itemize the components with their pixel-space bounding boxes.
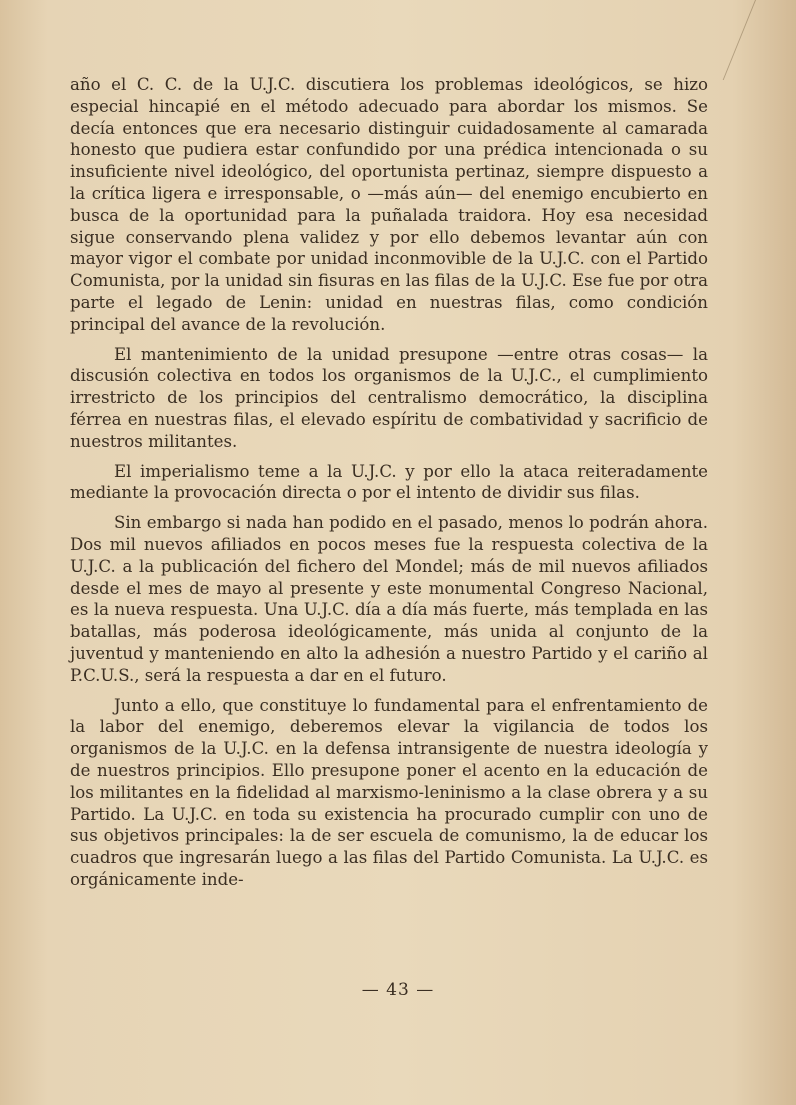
paragraph-1: año el C. C. de la U.J.C. discutiera los problemas ideológicos, se hizo especial hincapié en el método adecuado para abordar los mismos. Se decía entonces que era necesario distinguir cuidadosamente al camarada honesto que pudiera estar confundido por una prédica intencionada o su insuficiente nivel ideológico, del oportunista pertinaz, siempre dispuesto a la crítica ligera e irresponsable, o —más aún— del enemigo encubierto en busca de la oportunidad para la puñalada traidora. Hoy esa necesidad sigue conservando plena validez y por ello debemos levantar aún con mayor vigor el combate por unidad inconmovible de la U.J.C. con el Partido Comunista, por la unidad sin fisuras en las filas de la U.J.C. Ese fue por otra parte el legado de Lenin: unidad en nuestras filas, como condición principal del avance de la revolución. [70, 75, 708, 334]
paragraph-3: El imperialismo teme a la U.J.C. y por ello la ataca reiteradamente mediante la provocación directa o por el intento de dividir sus filas. [70, 461, 708, 503]
paragraph-4: Sin embargo si nada han podido en el pasado, menos lo podrán ahora. Dos mil nuevos afiliados en pocos meses fue la respuesta colectiva de la U.J.C. a la publicación del fichero del Mondel; más de mil nuevos afiliados desde el mes de mayo al presente y este monumental Congreso Nacional, es la nueva respuesta. Una U.J.C. día a día más fuerte, más templada en las batallas, más poderosa ideológicamente, más unida al conjunto de la juventud y manteniendo en alto la adhesión a nuestro Partido y el cariño al P.C.U.S., será la respuesta a dar en el futuro. [70, 513, 708, 685]
page-corner-fold [723, 0, 796, 80]
paragraph-2: El mantenimiento de la unidad presupone —entre otras cosas— la discusión colectiva en todos los organismos de la U.J.C., el cumplimiento irrestricto de los principios del centralismo democrático, la disciplina férrea en nuestras filas, el elevado espíritu de combatividad y sacrificio de nuestros militantes. [70, 344, 708, 451]
body-text [70, 74, 708, 899]
page-number: — 43 — [361, 980, 435, 1000]
paragraph-5: Junto a ello, que constituye lo fundamental para el enfrentamiento de la labor del enemigo, deberemos elevar la vigilancia de todos los organismos de la U.J.C. en la defensa intransigente de nuestra ideología y de nuestros principios. Ello presupone poner el acento en la educación de los militantes en la fidelidad al marxismo-leninismo a la clase obrera y a su Partido. La U.J.C. en toda su existencia ha procurado cumplir con uno de sus objetivos principales: la de ser escuela de comunismo, la de educar los cuadros que ingresarán luego a las filas del Partido Comunista. La U.J.C. es orgánicamente inde- [70, 695, 708, 889]
